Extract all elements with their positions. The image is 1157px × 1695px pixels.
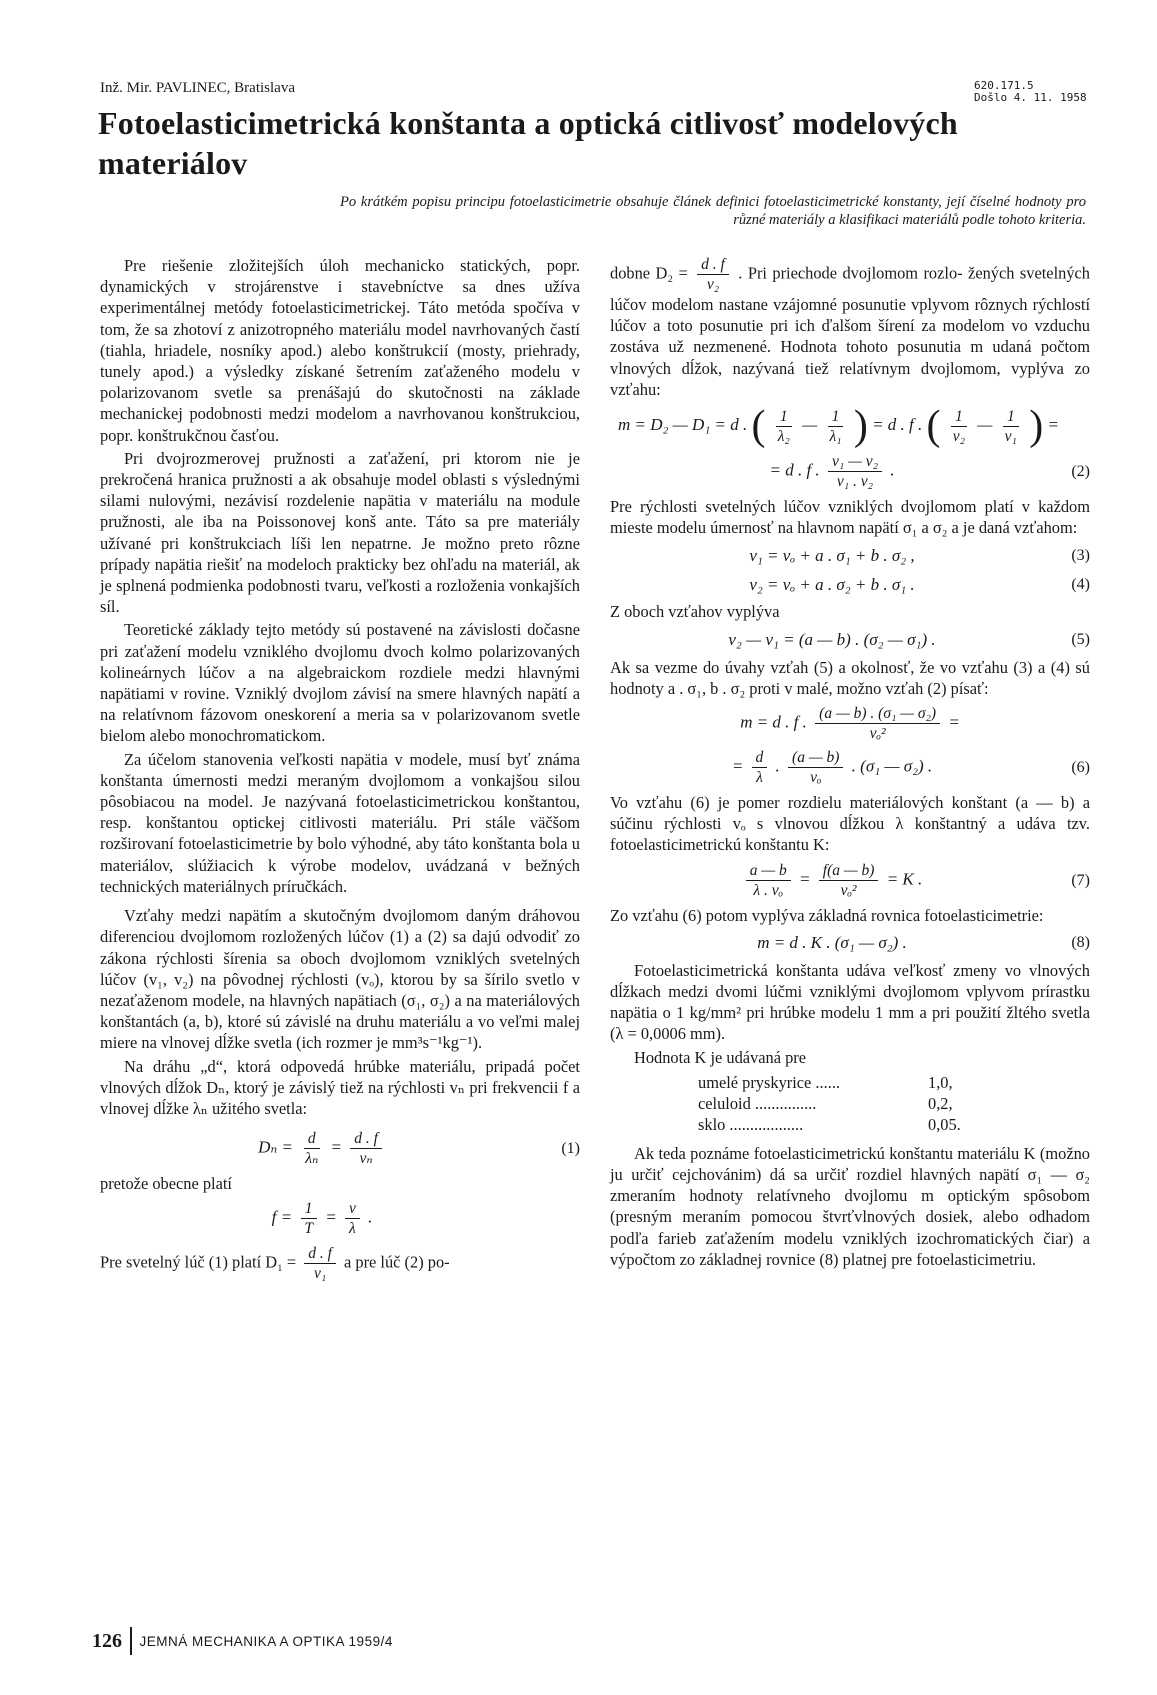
paragraph: pretože obecne platí	[100, 1174, 232, 1194]
paragraph: Pre rýchlosti svetelných lúčov vzniklých dvojlomom platí v každom mieste modelu úmernosť na hlavnom napätí σ₁ a σ₂ a je daná vzťahom:	[610, 497, 1090, 538]
numerator: 1	[828, 407, 844, 427]
received-date: Došlo 4. 11. 1958	[974, 91, 1087, 104]
eq-lhs: = d . f .	[769, 460, 820, 480]
minus-sign: —	[977, 414, 993, 434]
fraction	[300, 1199, 317, 1238]
equals-sign: =	[325, 1207, 337, 1227]
paragraph: Pre riešenie zložitejších úloh mechanicko statických, popr. dynamických v strojárenstve i stavebníctve sa dnes užíva experimentálnej metódy fotoelasticimetrickej. Táto metóda spočíva v tom, že sa zhotoví z anizotropného materiálu model navrhovaných častí (tiahla, hriadele, nosníky apod.) alebo konštrukcií (mosty, priehrady, tunely apod.) a výsledky získané šetrením zaťaženého modelu v polarizovanom svetle sa prenášajú do skutočnosti na základe mechanickej podobnosti medzi modelom a navrhovanou konštrukciou, popr. konštrukčnou časťou.	[100, 256, 580, 445]
equation-3	[610, 543, 1090, 567]
material-name: sklo ..................	[698, 1114, 804, 1134]
denominator: vₒ²	[840, 881, 857, 899]
paragraph	[100, 1244, 580, 1283]
text-run: dobne D₂ =	[610, 263, 688, 283]
equation-number: (2)	[1071, 462, 1090, 480]
numerator: 1	[951, 407, 967, 427]
fraction	[345, 1199, 360, 1238]
k-values-list	[698, 1072, 1090, 1135]
denominator: λ . vₒ	[753, 881, 784, 899]
fraction	[815, 704, 940, 743]
denominator: vₒ²	[869, 725, 886, 743]
fraction	[949, 407, 969, 446]
period: .	[890, 460, 895, 480]
eq-lhs: f =	[271, 1207, 293, 1227]
numerator: (a — b) . (σ₁ — σ₂)	[815, 704, 940, 724]
equation-6b	[610, 748, 1090, 787]
paragraph: Ak sa vezme do úvahy vzťah (5) a okolnosť, že vo vzťahu (3) a (4) sú hodnoty a . σ₁, b . σ₂ proti v malé, možno vzťah (2) písať:	[610, 657, 1090, 698]
eq-lhs: m = d . f .	[740, 712, 807, 732]
eq-expression: v₁ = vₒ + a . σ₁ + b . σ₂ ,	[749, 545, 915, 565]
fraction	[819, 861, 879, 900]
equation-5	[610, 628, 1090, 652]
numerator: f(a — b)	[819, 861, 879, 881]
denominator: λ	[756, 769, 763, 787]
denominator: λ₁	[829, 427, 842, 445]
eq-expression: v₂ = vₒ + a . σ₂ + b . σ₁ .	[749, 574, 915, 594]
denominator: v₁ . v₂	[836, 473, 874, 491]
paragraph	[610, 255, 1090, 400]
fraction	[828, 452, 882, 491]
list-item	[698, 1114, 978, 1135]
equation-6a	[610, 704, 1090, 743]
paragraph: Za účelom stanovenia veľkosti napätia v modele, musí byť známa konštanta úmernosti medzi meraným dvojlomom a vonkajšou silou pôsobiacou na model. Je nazývaná fotoelasticimetrickou konštantou, resp. konštantou optickej citlivosti materiálu. Pri stále väčšom rozširovaní fotoelasticimetrie by bolo výhodné, aby táto konštanta bola u materiálov, slúžiacich k výrobe modelov, uvádzaná v bežných technických materiálnych príručkách.	[100, 749, 580, 896]
journal-name: JEMNÁ MECHANIKA A OPTIKA 1959/4	[139, 1633, 393, 1649]
equation-number: (5)	[1071, 631, 1090, 649]
equation-number: (8)	[1071, 934, 1090, 952]
author-line: Inž. Mir. PAVLINEC, Bratislava	[100, 80, 295, 96]
denominator: v₂	[706, 276, 720, 293]
fraction	[788, 748, 843, 787]
fraction	[752, 748, 768, 787]
paragraph: Vo vzťahu (6) je pomer rozdielu materiálových konštant (a — b) a súčinu rýchlosti vₒ s vlnovou dĺžkou λ konštantný a udáva tzv. fotoelasticimetrickú konštantu K:	[610, 793, 1090, 855]
udc-block	[974, 80, 1087, 104]
paragraph: Pri dvojrozmerovej pružnosti a zaťažení, pri ktorom nie je prekročená hranica pružnosti a ak obsahuje model oblasti s výslednými silami nulovými, nezávisí rozdelenie napätia v materiálu na module pružnosti, ale iba na Poissonovej konš ante. Táto sa pre materiály užívané pri konštrukciach líši len nepatrne. Je možno preto rôzne prípady napätia riešiť na modeloch prakticky bez ohľadu na materiál, ak je splnená podmienka podobnosti tvaru, veľkosti a rozloženia vonkajších síl.	[100, 448, 580, 617]
fraction	[350, 1129, 382, 1168]
equation-2a: m = D₂ — D₁ = d . ( $\frac{1}{\text{λ₂}}$ — $\frac{1}{\text{λ₁}}$ ) = d . f . ( $\frac{1}{\text{v₂}}$ — $\frac{1}{\text{v₁}}$ ) =	[618, 403, 1059, 450]
eq-tail: = K .	[886, 869, 923, 889]
paragraph: Zo vzťahu (6) potom vyplýva základná rovnica fotoelasticimetrie:	[610, 905, 1044, 925]
material-value: 1,0,	[928, 1072, 953, 1092]
numerator: v₁ — v₂	[828, 452, 882, 472]
eq-tail: . (σ₁ — σ₂) .	[851, 756, 933, 776]
fraction	[774, 407, 794, 446]
equation-number: (6)	[1071, 758, 1090, 776]
equation-number: (7)	[1071, 871, 1090, 889]
denominator: v₂	[952, 427, 966, 445]
denominator: λ₂	[777, 427, 790, 445]
equation-number: (1)	[561, 1140, 580, 1158]
denominator: λ	[349, 1220, 356, 1238]
fraction	[304, 1244, 336, 1283]
equals-sign: =	[948, 712, 960, 732]
minus-sign: —	[802, 414, 818, 434]
numerator: v	[345, 1199, 360, 1219]
equals-sign: =	[330, 1137, 342, 1157]
fraction	[1001, 407, 1021, 446]
numerator: d	[304, 1129, 320, 1149]
equation-number: (4)	[1071, 575, 1090, 593]
period: .	[368, 1207, 373, 1227]
text-run: . Pri priechode dvojlomom rozlo-	[738, 263, 963, 283]
numerator: 1	[1003, 407, 1019, 427]
eq-expression: v₂ — v₁ = (a — b) . (σ₂ — σ₁) .	[728, 630, 936, 650]
fraction	[825, 407, 845, 446]
numerator: d . f	[304, 1244, 336, 1264]
list-item	[698, 1072, 978, 1093]
numerator: d . f	[697, 255, 729, 275]
equals-sign: =	[731, 756, 744, 776]
paragraph: Na dráhu „d“, ktorá odpovedá hrúbke materiálu, pripadá počet vlnových dĺžok Dₙ, ktorý je závislý tiež na rýchlosti vₙ pri frekvencii f a vlnovej dĺžke λₙ užitého svetla:	[100, 1056, 580, 1118]
page-number: 126	[92, 1629, 122, 1652]
text-run: Pre svetelný lúč (1) platí D₁ =	[100, 1252, 297, 1272]
eq-lhs: Dₙ =	[258, 1137, 293, 1157]
paragraph: Fotoelasticimetrická konštanta udáva veľkosť zmeny vo vlnových dĺžkach medzi dvomi lúčmi vzniklými dvojlomom vplyvom prírastku napätia o 1 kg/mm² pri hrúbke modelu 1 mm a pri použití žltého svetla (λ = 0,0006 mm).	[610, 960, 1090, 1044]
numerator: (a — b)	[788, 748, 843, 768]
equation-f	[100, 1199, 580, 1238]
denominator: λₙ	[305, 1150, 319, 1168]
equation-2b	[610, 452, 1090, 491]
numerator: d	[752, 748, 768, 768]
numerator: d . f	[350, 1129, 382, 1149]
numerator: 1	[776, 407, 792, 427]
text-run: žených svetelných lúčov modelom nastane vzájomné posunutie vplyvom rôznych rýchlostí lúčov a toto posunutie pri ich ďalšom šírení za modelom vo vzduchu zostáva už nezmenené. Hodnota tohoto posunutia m udaná počtom vlnových dĺžok, nazývaná tiež relatívnym dvojlomom, vyplýva zo vzťahu:	[610, 263, 1090, 399]
eq-middle: = d . f .	[872, 414, 923, 434]
page-footer	[92, 1627, 393, 1655]
eq-lhs: m = D₂ — D₁ = d .	[618, 414, 748, 434]
paragraph: Z oboch vzťahov vyplýva	[610, 602, 780, 622]
equals-sign: =	[799, 869, 811, 889]
denominator: vₒ	[810, 769, 822, 787]
material-name: umelé pryskyrice ......	[698, 1072, 841, 1092]
denominator: vₙ	[359, 1150, 373, 1168]
fraction	[746, 861, 791, 900]
fraction	[697, 255, 729, 294]
equation-8	[610, 931, 1090, 955]
udc-code: 620.171.5	[974, 79, 1034, 92]
article-title: Fotoelasticimetrická konštanta a optická citlivosť modelových materiálov	[98, 105, 958, 181]
eq-expression: m = d . K . (σ₁ — σ₂) .	[757, 933, 907, 953]
denominator: v₁	[1004, 427, 1017, 445]
material-value: 0,2,	[928, 1093, 953, 1113]
paragraph: Teoretické základy tejto metódy sú postavené na závislosti dočasne pri zaťažení modelu vzniklého dvojlomu dvoch kolmo polarizovaných kolineárnych lúčov a na algebraickom rozdiele medzi hlavnými napätiami v rovine. Vzniklý dvojlom závisí na smere hlavných napätí a na relatívnom fázovom oneskorení a meria sa v polarizovanom svetle bielom alebo monochromatickom.	[100, 620, 580, 746]
text-run: a pre lúč (2) po-	[344, 1252, 450, 1272]
right-column	[610, 255, 1090, 1272]
paragraph: Ak teda poznáme fotoelasticimetrickú konštantu materiálu K (možno ju určiť cejchovánim) dá sa určiť rozdiel hlavných napätí σ₁ — σ₂ zmeraním hodnoty relatívneho dvojlomu m optickým spôsobom (presným meraním pomocou štvrťvlnových dosiek, alebo odhadom podľa farieb zaťažením modelu vzniklých izochromatických čiar) a výpočtom zo základnej rovnice (8) platnej pre fotoelasticimetriu.	[610, 1143, 1090, 1269]
equation-number: (3)	[1071, 546, 1090, 564]
footer-divider	[130, 1627, 132, 1655]
denominator: T	[304, 1220, 313, 1238]
paragraph: Vzťahy medzi napätím a skutočným dvojlomom daným dráhovou diferenciou dvojlomom rozložených lúčov (1) a (2) sa dajú odvodiť zo zákona rýchlosti šírenia sa oboch dvojlomom vzniklých svetelných lúčov (v₁, v₂) na pôvodnej rýchlosti (vₒ), ktorou by sa šírilo svetlo v nezaťaženom modele, na hlavných napätiach (σ₁, σ₂) a na materiálových konštantách (a, b), ktoré sú závislé na druhu materiálu a vo veľmi malej miere na vlnovej dĺžke svetla (ich rozmer je mm³s⁻¹kg⁻¹).	[100, 906, 580, 1053]
fraction	[301, 1129, 322, 1168]
left-column	[100, 255, 580, 1285]
material-value: 0,05.	[928, 1114, 961, 1134]
dot: .	[775, 756, 780, 776]
equation-1	[100, 1129, 580, 1168]
abstract: Po krátkém popisu principu fotoelasticimetrie obsahuje článek definici fotoelasticimetrické konstanty, její číselné hodnoty pro různé materiály a klasifikaci materiálů podle tohoto kriteria.	[340, 194, 1086, 228]
denominator: v₁	[313, 1265, 327, 1283]
equation-4	[610, 572, 1090, 596]
list-item	[698, 1093, 978, 1114]
equation-7	[610, 861, 1090, 900]
equals-sign: =	[1047, 414, 1059, 434]
numerator: a — b	[746, 861, 791, 881]
material-name: celuloid ...............	[698, 1093, 817, 1113]
numerator: 1	[301, 1199, 317, 1219]
paragraph: Hodnota K je udávaná pre	[634, 1047, 807, 1067]
